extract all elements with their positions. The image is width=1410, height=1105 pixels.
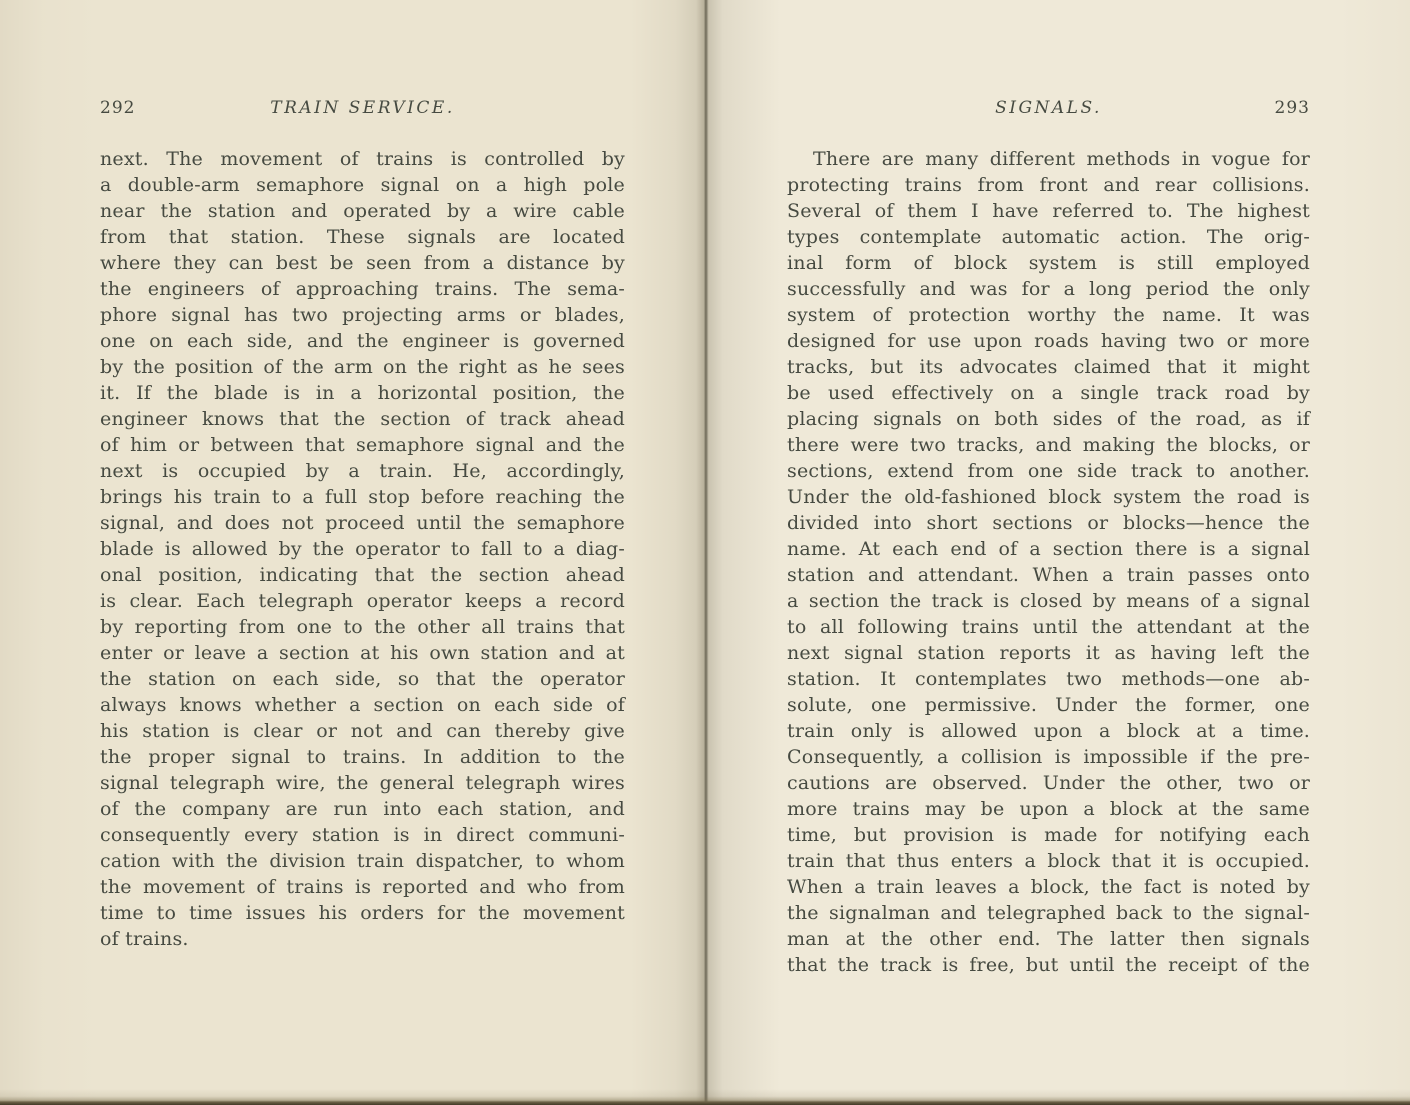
text-line: cation with the division train dispatcher, to whom (100, 850, 625, 872)
text-line: the engineers of approaching trains. The sema- (100, 278, 625, 300)
text-line: to all following trains until the attendant at the (787, 616, 1310, 638)
right-page (705, 0, 1410, 1105)
text-line: a section the track is closed by means of a signal (787, 590, 1310, 612)
text-line: divided into short sections or blocks—hence the (787, 512, 1310, 534)
text-line: consequently every station is in direct communi- (100, 824, 625, 846)
text-line: more trains may be upon a block at the same (787, 798, 1310, 820)
text-line: engineer knows that the section of track ahead (100, 408, 625, 430)
text-line: designed for use upon roads having two or more (787, 330, 1310, 352)
text-line: the station on each side, so that the operator (100, 668, 625, 690)
left-page-text (100, 146, 625, 952)
text-line: that the track is free, but until the receipt of the (787, 954, 1310, 976)
text-line: always knows whether a section on each side of (100, 694, 625, 716)
left-page-number: 292 (100, 98, 136, 118)
left-page-header (100, 97, 625, 119)
text-line: of trains. (100, 928, 189, 950)
text-line: Under the old-fashioned block system the road is (787, 486, 1310, 508)
text-line: name. At each end of a section there is a signal (787, 538, 1310, 560)
text-line: be used effectively on a single track road by (787, 382, 1310, 404)
text-line: types contemplate automatic action. The orig- (787, 226, 1310, 248)
text-line: protecting trains from front and rear collisions. (787, 174, 1310, 196)
text-line: onal position, indicating that the section ahead (100, 564, 625, 586)
text-line: from that station. These signals are located (100, 226, 625, 248)
text-line: inal form of block system is still employed (787, 252, 1310, 274)
text-line: the movement of trains is reported and who from (100, 876, 625, 898)
text-line: next. The movement of trains is controlled by (100, 148, 625, 170)
text-line: enter or leave a section at his own station and at (100, 642, 625, 664)
text-line: brings his train to a full stop before reaching the (100, 486, 625, 508)
text-line: man at the other end. The latter then signals (787, 928, 1310, 950)
text-line: signal telegraph wire, the general telegraph wires (100, 772, 625, 794)
text-line: solute, one permissive. Under the former, one (787, 694, 1310, 716)
text-line: tracks, but its advocates claimed that it might (787, 356, 1310, 378)
text-line: successfully and was for a long period the only (787, 278, 1310, 300)
text-line: the signalman and telegraphed back to the signal- (787, 902, 1310, 924)
text-line: near the station and operated by a wire cable (100, 200, 625, 222)
text-line: time to time issues his orders for the movement (100, 902, 625, 924)
text-line: phore signal has two projecting arms or blades, (100, 304, 625, 326)
text-line: blade is allowed by the operator to fall to a diag- (100, 538, 625, 560)
text-line: train that thus enters a block that it is occupied. (787, 850, 1310, 872)
text-line: train only is allowed upon a block at a time. (787, 720, 1310, 742)
text-line: is clear. Each telegraph operator keeps a record (100, 590, 625, 612)
text-line: When a train leaves a block, the fact is noted by (787, 876, 1310, 898)
text-line: there were two tracks, and making the blocks, or (787, 434, 1310, 456)
text-line: of him or between that semaphore signal and the (100, 434, 625, 456)
text-line: next is occupied by a train. He, accordingly, (100, 460, 625, 482)
text-line: his station is clear or not and can thereby give (100, 720, 625, 742)
text-line: a double-arm semaphore signal on a high pole (100, 174, 625, 196)
text-line: There are many different methods in vogue for (813, 148, 1310, 170)
text-line: station and attendant. When a train passes onto (787, 564, 1310, 586)
text-line: of the company are run into each station, and (100, 798, 625, 820)
text-line: placing signals on both sides of the road, as if (787, 408, 1310, 430)
text-line: one on each side, and the engineer is governed (100, 330, 625, 352)
text-line: Consequently, a collision is impossible if the pre- (787, 746, 1310, 768)
text-line: by the position of the arm on the right as he sees (100, 356, 625, 378)
text-line: system of protection worthy the name. It was (787, 304, 1310, 326)
text-line: time, but provision is made for notifying each (787, 824, 1310, 846)
text-line: sections, extend from one side track to another. (787, 460, 1310, 482)
text-line: the proper signal to trains. In addition to the (100, 746, 625, 768)
text-line: station. It contemplates two methods—one ab- (787, 668, 1310, 690)
text-line: by reporting from one to the other all trains that (100, 616, 625, 638)
right-page-text (787, 146, 1310, 978)
left-running-title: TRAIN SERVICE. (270, 98, 455, 118)
text-line: it. If the blade is in a horizontal position, the (100, 382, 625, 404)
right-page-number: 293 (1274, 98, 1310, 118)
right-page-header (787, 97, 1310, 119)
text-line: cautions are observed. Under the other, two or (787, 772, 1310, 794)
text-line: where they can best be seen from a distance by (100, 252, 625, 274)
right-running-title: SIGNALS. (995, 98, 1102, 118)
text-line: signal, and does not proceed until the semaphore (100, 512, 625, 534)
text-line: next signal station reports it as having left the (787, 642, 1310, 664)
text-line: Several of them I have referred to. The highest (787, 200, 1310, 222)
